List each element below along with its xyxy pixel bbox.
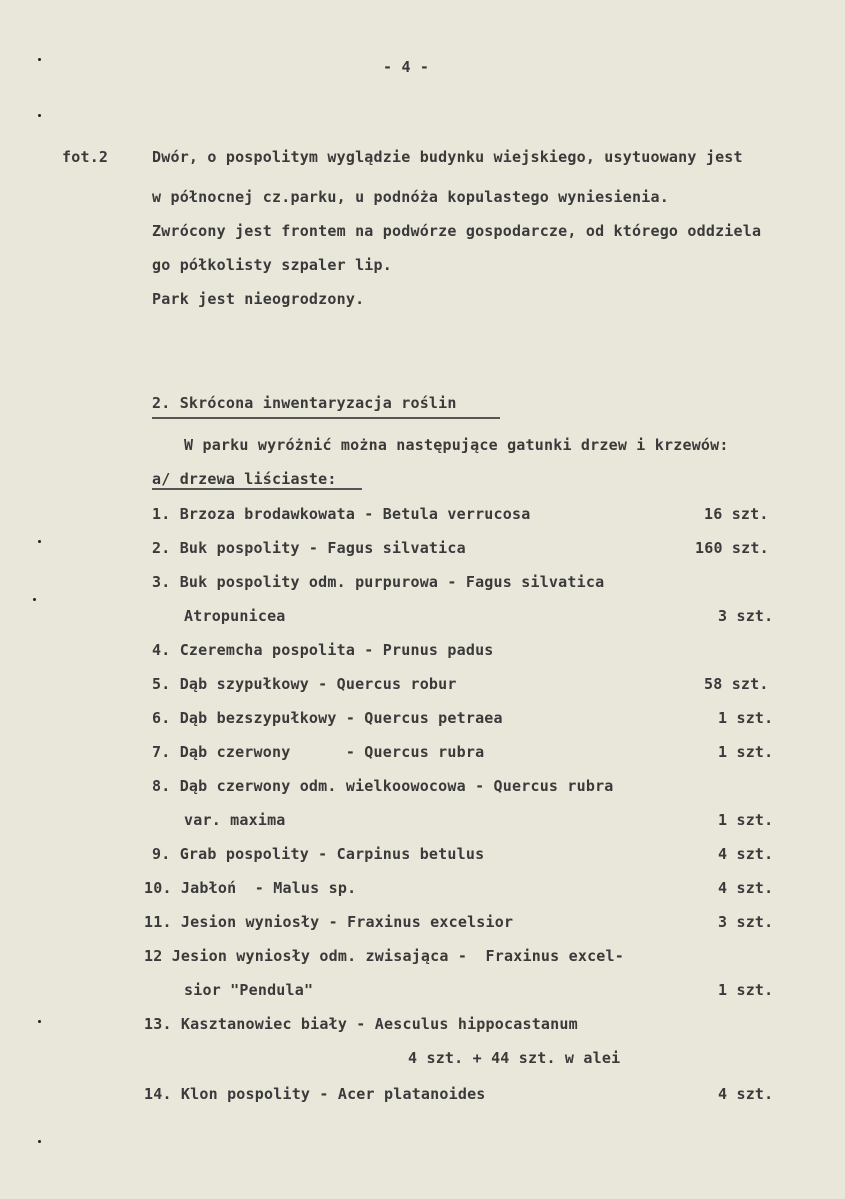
list-item-quantity: 4 szt. <box>718 845 774 863</box>
intro-line: go półkolisty szpaler lip. <box>152 256 392 274</box>
list-item-quantity: 1 szt. <box>718 743 774 761</box>
list-item-quantity: 160 szt. <box>695 539 769 557</box>
list-item-text: 5. Dąb szypułkowy - Quercus robur <box>152 675 457 693</box>
list-item-quantity: 1 szt. <box>718 981 774 999</box>
list-item-text: 7. Dąb czerwony - Quercus rubra <box>152 743 485 761</box>
list-item-quantity: 16 szt. <box>704 505 769 523</box>
list-item-text: 4. Czeremcha pospolita - Prunus padus <box>152 641 494 659</box>
list-item-quantity: 1 szt. <box>718 709 774 727</box>
margin-dot <box>38 1140 41 1143</box>
list-item-quantity: 1 szt. <box>718 811 774 829</box>
heading-underline <box>152 417 500 419</box>
list-item-text: 4 szt. + 44 szt. w alei <box>408 1049 621 1067</box>
list-item-text: Atropunicea <box>184 607 286 625</box>
list-item-text: 1. Brzoza brodawkowata - Betula verrucosa <box>152 505 531 523</box>
list-item-text: var. maxima <box>184 811 286 829</box>
list-item-quantity: 3 szt. <box>718 607 774 625</box>
margin-dot <box>38 58 41 61</box>
intro-line: Zwrócony jest frontem na podwórze gospodarcze, od którego oddziela <box>152 222 762 240</box>
photo-reference: fot.2 <box>62 148 109 166</box>
margin-dot <box>38 1020 41 1023</box>
list-item-text: 8. Dąb czerwony odm. wielkoowocowa - Quercus rubra <box>152 777 614 795</box>
list-item-text: 10. Jabłoń - Malus sp. <box>144 879 357 897</box>
subheading: a/ drzewa liściaste: <box>152 470 337 488</box>
list-item-text: 3. Buk pospolity odm. purpurowa - Fagus silvatica <box>152 573 605 591</box>
list-item-text: sior "Pendula" <box>184 981 314 999</box>
page-number: - 4 - <box>383 58 430 76</box>
list-item-text: 12 Jesion wyniosły odm. zwisająca - Fraxinus excel- <box>144 947 624 965</box>
list-item-text: 2. Buk pospolity - Fagus silvatica <box>152 539 466 557</box>
list-item-text: 9. Grab pospolity - Carpinus betulus <box>152 845 485 863</box>
section-intro: W parku wyróżnić można następujące gatunki drzew i krzewów: <box>184 436 729 454</box>
list-item-text: 6. Dąb bezszypułkowy - Quercus petraea <box>152 709 503 727</box>
list-item-quantity: 58 szt. <box>704 675 769 693</box>
intro-line: w północnej cz.parku, u podnóża kopulastego wyniesienia. <box>152 188 669 206</box>
margin-dot <box>38 114 41 117</box>
list-item-quantity: 3 szt. <box>718 913 774 931</box>
section-heading: 2. Skrócona inwentaryzacja roślin <box>152 394 457 412</box>
subheading-underline <box>152 488 362 490</box>
intro-line: Park jest nieogrodzony. <box>152 290 365 308</box>
intro-line: Dwór, o pospolitym wyglądzie budynku wiejskiego, usytuowany jest <box>152 148 743 166</box>
list-item-text: 14. Klon pospolity - Acer platanoides <box>144 1085 486 1103</box>
list-item-quantity: 4 szt. <box>718 879 774 897</box>
list-item-text: 13. Kasztanowiec biały - Aesculus hippocastanum <box>144 1015 578 1033</box>
list-item-text: 11. Jesion wyniosły - Fraxinus excelsior <box>144 913 514 931</box>
list-item-quantity: 4 szt. <box>718 1085 774 1103</box>
margin-dot <box>38 540 41 543</box>
margin-dot <box>33 598 36 601</box>
